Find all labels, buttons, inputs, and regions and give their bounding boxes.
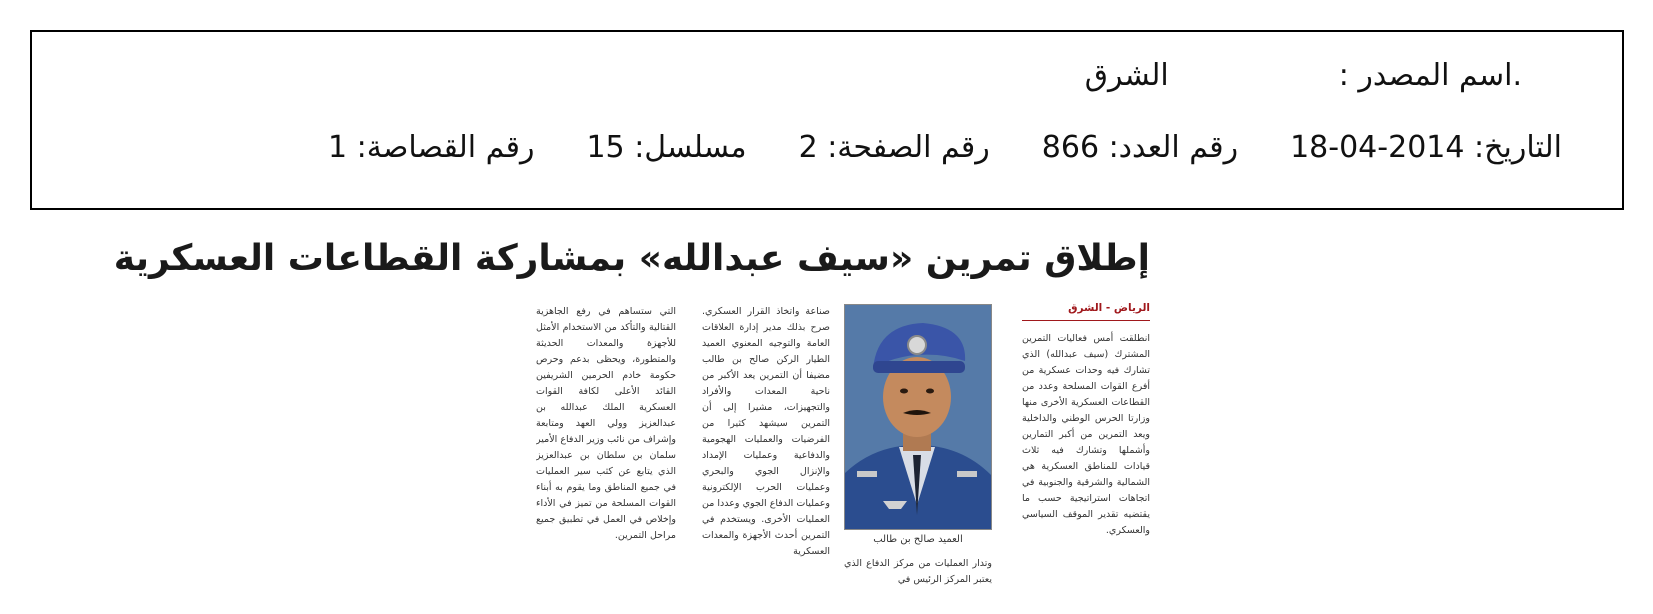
serial-value: 15 bbox=[586, 130, 625, 165]
serial-label: مسلسل: bbox=[634, 130, 747, 165]
details-row bbox=[328, 130, 1562, 165]
article-byline: الرياض - الشرق bbox=[1022, 300, 1150, 321]
officer-portrait-image bbox=[844, 305, 991, 530]
officer-photo bbox=[844, 304, 992, 530]
photo-caption: العميد صالح بن طالب bbox=[873, 534, 963, 545]
article-column-3: صناعة واتخاذ القرار العسكري. صرح بذلك مدير إدارة العلاقات العامة والتوجيه المعنوي العميد الطيار الركن صالح بن طالب مضيفا أن التمرين يعد الأكبر من ناحية المعدات والأفراد والتجهيزات، مشيرا إلى أن التمرين سيشهد كثيرا من الفرضيات والعمليات الهجومية والدفاعية وعمليات الإمداد والإنزال الجوي والبحري وعمليات الحرب الإلكترونية وعمليات الدفاع الجوي وعددا من العمليات الأخرى. ويستخدم في التمرين أحدث الأجهزة والمعدات العسكرية bbox=[702, 306, 830, 557]
page-label: رقم الصفحة: bbox=[827, 130, 990, 165]
page-field bbox=[799, 130, 990, 165]
clip-field bbox=[328, 130, 534, 165]
article-column-1 bbox=[1022, 300, 1150, 580]
clip-label: رقم القصاصة: bbox=[356, 130, 535, 165]
date-field bbox=[1290, 130, 1562, 165]
issue-label: رقم العدد: bbox=[1108, 130, 1239, 165]
issue-value: 866 bbox=[1041, 130, 1100, 165]
article-column-4: التي ستساهم في رفع الجاهزية القتالية والتأكد من الاستخدام الأمثل للأجهزة والمعدات الحديثة والمتطورة، ويحظى بدعم وحرص حكومة خادم الحرمين الشريفين القائد الأعلى لكافة القوات العسكرية الملك عبدالله بن عبدالعزيز وولي العهد ومتابعة وإشراف من نائب وزير الدفاع الأمير سلمان بن سلطان بن عبدالعزيز الذي يتابع عن كثب سير العمليات في جميع المناطق وما يقوم به أبناء القوات المسلحة من تميز في الأداء وإخلاص في العمل في تطبيق جميع مراحل التمرين. bbox=[536, 306, 676, 541]
issue-field bbox=[1042, 130, 1238, 165]
source-row bbox=[1085, 58, 1522, 93]
date-value: 2014-04-18 bbox=[1290, 130, 1465, 165]
source-label: .اسم المصدر : bbox=[1338, 58, 1522, 93]
newspaper-clipping bbox=[113, 238, 1150, 585]
article-column-2: وتدار العمليات من مركز الدفاع الذي يعتبر المركز الرئيس في bbox=[844, 558, 992, 585]
serial-field bbox=[586, 130, 746, 165]
date-label: التاريخ: bbox=[1474, 130, 1562, 165]
source-metadata-box bbox=[30, 30, 1624, 210]
clip-value: 1 bbox=[328, 130, 348, 165]
article-headline: إطلاق تمرين «سيف عبدالله» بمشاركة القطاعات العسكرية bbox=[113, 238, 1150, 279]
page-value: 2 bbox=[798, 130, 818, 165]
source-value: الشرق bbox=[1084, 58, 1169, 93]
column-1-text: انطلقت أمس فعاليات التمرين المشترك (سيف عبدالله) الذي تشارك فيه وحدات عسكرية من أفرع القوات المسلحة وعدد من القطاعات العسكرية الأخرى منها وزارتا الحرس الوطني والداخلية ويعد التمرين من أكبر التمارين وأشملها وتشارك فيه ثلاث قيادات للمناطق العسكرية هي الشمالية والشرقية والجنوبية في اتجاهات استراتيجية حسب ما يقتضيه تقدير الموقف السياسي والعسكري. bbox=[1022, 333, 1150, 536]
